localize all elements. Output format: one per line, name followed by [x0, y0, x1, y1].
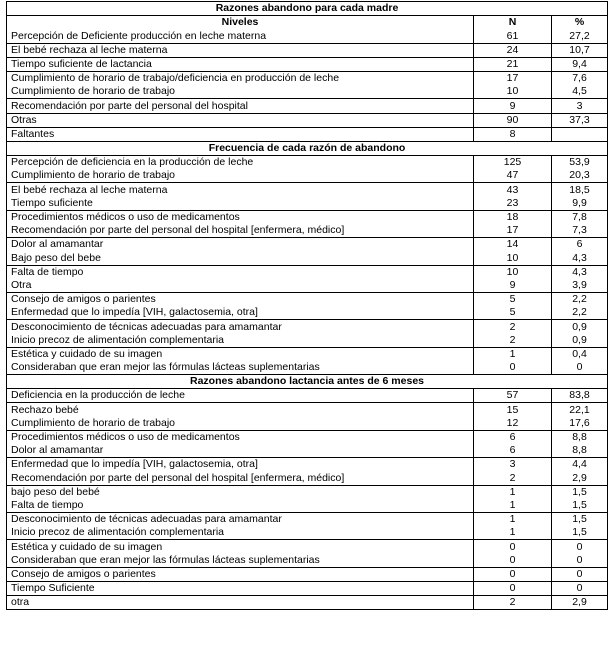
- row-label: Consideraban que eran mejor las fórmulas lácteas suplementarias: [7, 554, 474, 568]
- row-count: 10: [474, 265, 552, 279]
- row-label: Enfermedad que lo impedía [VIH, galactosemia, otra]: [7, 306, 474, 320]
- row-percent: 83,8: [552, 389, 608, 403]
- row-count: 18: [474, 210, 552, 224]
- table-row: [7, 306, 608, 320]
- column-header-percent: %: [552, 16, 608, 30]
- row-label: Falta de tiempo: [7, 265, 474, 279]
- column-header-level: Niveles: [7, 16, 474, 30]
- table-row: [7, 43, 608, 57]
- row-percent: 2,9: [552, 596, 608, 610]
- row-percent: 0: [552, 567, 608, 581]
- row-percent: 8,8: [552, 430, 608, 444]
- row-percent: 2,2: [552, 306, 608, 320]
- row-count: 125: [474, 156, 552, 170]
- row-percent: 17,6: [552, 417, 608, 431]
- row-count: 0: [474, 554, 552, 568]
- row-label: Faltantes: [7, 127, 474, 141]
- row-label: Cumplimiento de horario de trabajo/deficiencia en producción de leche: [7, 71, 474, 85]
- row-percent: 0: [552, 361, 608, 375]
- row-label: Estética y cuidado de su imagen: [7, 347, 474, 361]
- row-label: Consideraban que eran mejor las fórmulas lácteas suplementarias: [7, 361, 474, 375]
- table-row: [7, 430, 608, 444]
- table-row: [7, 581, 608, 595]
- table-row: [7, 113, 608, 127]
- row-count: 61: [474, 29, 552, 43]
- table-row: [7, 554, 608, 568]
- row-percent: 3: [552, 99, 608, 113]
- row-percent: 0: [552, 581, 608, 595]
- row-count: 0: [474, 540, 552, 554]
- row-percent: 0: [552, 554, 608, 568]
- row-count: 0: [474, 581, 552, 595]
- row-count: 5: [474, 306, 552, 320]
- row-percent: 8,8: [552, 444, 608, 458]
- table-row: [7, 458, 608, 472]
- row-label: Inicio precoz de alimentación complementaria: [7, 526, 474, 540]
- row-percent: 1,5: [552, 512, 608, 526]
- row-label: Enfermedad que lo impedía [VIH, galactosemia, otra]: [7, 458, 474, 472]
- row-label: Otras: [7, 113, 474, 127]
- row-label: Dolor al amamantar: [7, 444, 474, 458]
- row-percent: 9,9: [552, 197, 608, 211]
- row-count: 10: [474, 251, 552, 265]
- table-row: [7, 265, 608, 279]
- row-count: 2: [474, 320, 552, 334]
- table-row: [7, 279, 608, 293]
- row-percent: 1,5: [552, 485, 608, 499]
- table-row: [7, 251, 608, 265]
- table-row: [7, 444, 608, 458]
- table-row: [7, 29, 608, 43]
- row-label: Cumplimiento de horario de trabajo: [7, 417, 474, 431]
- row-percent: 1,5: [552, 526, 608, 540]
- row-count: 2: [474, 596, 552, 610]
- row-label: Recomendación por parte del personal del hospital [enfermera, médico]: [7, 224, 474, 238]
- section-title: Frecuencia de cada razón de abandono: [7, 141, 608, 155]
- row-label: Dolor al amamantar: [7, 238, 474, 252]
- table-row: [7, 197, 608, 211]
- table-row: [7, 334, 608, 348]
- row-label: Percepción de Deficiente producción en leche materna: [7, 29, 474, 43]
- row-percent: 3,9: [552, 279, 608, 293]
- row-count: 12: [474, 417, 552, 431]
- table-row: [7, 183, 608, 197]
- row-count: 14: [474, 238, 552, 252]
- section-title-row: [7, 141, 608, 155]
- row-label: Recomendación por parte del personal del hospital [enfermera, médico]: [7, 471, 474, 485]
- row-count: 90: [474, 113, 552, 127]
- row-count: 9: [474, 279, 552, 293]
- row-percent: 2,2: [552, 292, 608, 306]
- row-percent: 7,8: [552, 210, 608, 224]
- row-label: El bebé rechaza al leche materna: [7, 43, 474, 57]
- row-count: 21: [474, 57, 552, 71]
- row-percent: 27,2: [552, 29, 608, 43]
- row-percent: 22,1: [552, 403, 608, 417]
- row-percent: 4,4: [552, 458, 608, 472]
- row-count: 1: [474, 512, 552, 526]
- row-percent: 1,5: [552, 499, 608, 513]
- row-label: Falta de tiempo: [7, 499, 474, 513]
- row-percent: 37,3: [552, 113, 608, 127]
- row-count: 6: [474, 430, 552, 444]
- row-count: 8: [474, 127, 552, 141]
- row-percent: 0: [552, 540, 608, 554]
- row-label: Tiempo suficiente: [7, 197, 474, 211]
- table-row: [7, 361, 608, 375]
- row-count: 9: [474, 99, 552, 113]
- reasons-table: [6, 1, 608, 610]
- row-label: Cumplimiento de horario de trabajo: [7, 85, 474, 99]
- row-count: 0: [474, 361, 552, 375]
- row-label: Deficiencia en la producción de leche: [7, 389, 474, 403]
- row-label: Bajo peso del bebe: [7, 251, 474, 265]
- row-label: Rechazo bebé: [7, 403, 474, 417]
- row-label: Desconocimiento de técnicas adecuadas para amamantar: [7, 320, 474, 334]
- table-row: [7, 499, 608, 513]
- table-row: [7, 320, 608, 334]
- table-row: [7, 347, 608, 361]
- row-percent: 0,9: [552, 320, 608, 334]
- table-row: [7, 471, 608, 485]
- row-percent: 0,4: [552, 347, 608, 361]
- table-row: [7, 485, 608, 499]
- table-row: [7, 99, 608, 113]
- row-count: 24: [474, 43, 552, 57]
- row-count: 17: [474, 71, 552, 85]
- column-header-n: N: [474, 16, 552, 30]
- row-percent: 9,4: [552, 57, 608, 71]
- row-label: Procedimientos médicos o uso de medicamentos: [7, 210, 474, 224]
- row-label: bajo peso del bebé: [7, 485, 474, 499]
- row-percent: [552, 127, 608, 141]
- row-count: 2: [474, 334, 552, 348]
- table-row: [7, 85, 608, 99]
- row-label: Recomendación por parte del personal del hospital: [7, 99, 474, 113]
- table-row: [7, 512, 608, 526]
- row-count: 23: [474, 197, 552, 211]
- section-title: Razones abandono lactancia antes de 6 meses: [7, 375, 608, 389]
- row-percent: 20,3: [552, 169, 608, 183]
- row-count: 5: [474, 292, 552, 306]
- column-header-row: [7, 16, 608, 30]
- row-label: Percepción de deficiencia en la producción de leche: [7, 156, 474, 170]
- row-count: 17: [474, 224, 552, 238]
- row-count: 10: [474, 85, 552, 99]
- section-title-row: [7, 375, 608, 389]
- table-row: [7, 210, 608, 224]
- row-count: 3: [474, 458, 552, 472]
- row-count: 1: [474, 485, 552, 499]
- row-percent: 18,5: [552, 183, 608, 197]
- row-count: 57: [474, 389, 552, 403]
- row-label: Consejo de amigos o parientes: [7, 292, 474, 306]
- row-percent: 53,9: [552, 156, 608, 170]
- row-label: Estética y cuidado de su imagen: [7, 540, 474, 554]
- row-label: Inicio precoz de alimentación complementaria: [7, 334, 474, 348]
- row-percent: 2,9: [552, 471, 608, 485]
- row-label: El bebé rechaza al leche materna: [7, 183, 474, 197]
- table-row: [7, 238, 608, 252]
- table-row: [7, 127, 608, 141]
- row-label: Tiempo suficiente de lactancia: [7, 57, 474, 71]
- row-label: Otra: [7, 279, 474, 293]
- row-label: Procedimientos médicos o uso de medicamentos: [7, 430, 474, 444]
- table-row: [7, 169, 608, 183]
- row-count: 6: [474, 444, 552, 458]
- table-row: [7, 567, 608, 581]
- row-count: 15: [474, 403, 552, 417]
- row-percent: 4,3: [552, 251, 608, 265]
- table-row: [7, 71, 608, 85]
- row-percent: 4,5: [552, 85, 608, 99]
- row-count: 47: [474, 169, 552, 183]
- row-label: otra: [7, 596, 474, 610]
- row-percent: 0,9: [552, 334, 608, 348]
- table-row: [7, 156, 608, 170]
- row-count: 1: [474, 499, 552, 513]
- row-count: 1: [474, 526, 552, 540]
- row-count: 1: [474, 347, 552, 361]
- row-label: Consejo de amigos o parientes: [7, 567, 474, 581]
- row-percent: 4,3: [552, 265, 608, 279]
- row-count: 0: [474, 567, 552, 581]
- reasons-table-body: [7, 2, 608, 610]
- table-row: [7, 596, 608, 610]
- row-percent: 10,7: [552, 43, 608, 57]
- row-label: Cumplimiento de horario de trabajo: [7, 169, 474, 183]
- table-row: [7, 292, 608, 306]
- table-row: [7, 224, 608, 238]
- row-percent: 7,6: [552, 71, 608, 85]
- table-row: [7, 403, 608, 417]
- table-row: [7, 540, 608, 554]
- row-percent: 7,3: [552, 224, 608, 238]
- row-label: Desconocimiento de técnicas adecuadas para amamantar: [7, 512, 474, 526]
- table-row: [7, 389, 608, 403]
- section-title-row: [7, 2, 608, 16]
- row-count: 43: [474, 183, 552, 197]
- section-title: Razones abandono para cada madre: [7, 2, 608, 16]
- table-row: [7, 417, 608, 431]
- table-row: [7, 57, 608, 71]
- table-row: [7, 526, 608, 540]
- row-count: 2: [474, 471, 552, 485]
- row-label: Tiempo Suficiente: [7, 581, 474, 595]
- row-percent: 6: [552, 238, 608, 252]
